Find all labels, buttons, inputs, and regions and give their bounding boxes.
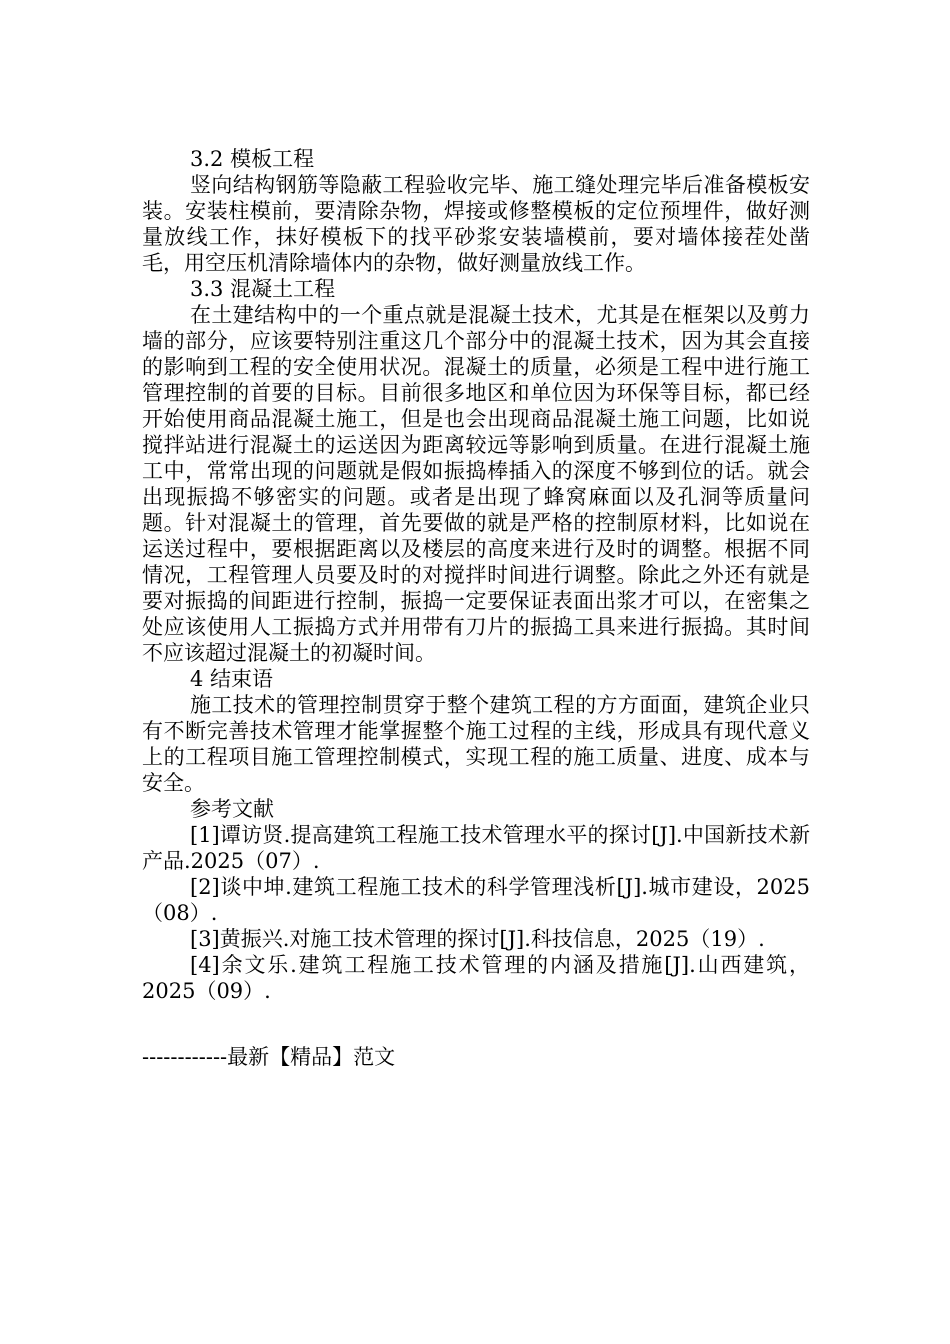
section-heading-conclusion: 4 结束语 <box>190 667 274 691</box>
references-title: 参考文献 <box>190 797 274 821</box>
reference-item: [4]余文乐.建筑工程施工技术管理的内涵及措施[J].山西建筑，2025（09）. <box>142 953 810 1003</box>
section-paragraph-formwork: 竖向结构钢筋等隐蔽工程验收完毕、施工缝处理完毕后准备模板安装。安装柱模前，要清除杂物，焊接或修整模板的定位预埋件，做好测量放线工作，抹好模板下的找平砂浆安装墙模前，要对墙体接茬处凿毛，用空压机清除墙体内的杂物，做好测量放线工作。 <box>142 173 810 275</box>
section-paragraph-concrete: 在土建结构中的一个重点就是混凝土技术，尤其是在框架以及剪力墙的部分，应该要特别注重这几个部分中的混凝土技术，因为其会直接的影响到工程的安全使用状况。混凝土的质量，必须是工程中进行施工管理控制的首要的目标。目前很多地区和单位因为环保等目标，都已经开始使用商品混凝土施工，但是也会出现商品混凝土施工问题，比如说搅拌站进行混凝土的运送因为距离较远等影响到质量。在进行混凝土施工中，常常出现的问题就是假如振捣棒插入的深度不够到位的话。就会出现振捣不够密实的问题。或者是出现了蜂窝麻面以及孔洞等质量问题。针对混凝土的管理，首先要做的就是严格的控制原材料，比如说在运送过程中，要根据距离以及楼层的高度来进行及时的调整。根据不同情况，工程管理人员要及时的对搅拌时间进行调整。除此之外还有就是要对振捣的间距进行控制，振捣一定要保证表面出浆才可以，在密集之处应该使用人工振捣方式并用带有刀片的振捣工具来进行振捣。其时间不应该超过混凝土的初凝时间。 <box>142 303 810 665</box>
section-heading-concrete: 3.3 混凝土工程 <box>190 277 336 301</box>
reference-item: [2]谈中坤.建筑工程施工技术的科学管理浅析[J].城市建设，2025（08）. <box>142 875 810 925</box>
document-body <box>142 146 810 1004</box>
page-footer: ------------最新【精品】范文 <box>142 1045 396 1069</box>
reference-item: [3]黄振兴.对施工技术管理的探讨[J].科技信息，2025（19）. <box>190 927 765 951</box>
section-paragraph-conclusion: 施工技术的管理控制贯穿于整个建筑工程的方方面面，建筑企业只有不断完善技术管理才能掌握整个施工过程的主线，形成具有现代意义上的工程项目施工管理控制模式，实现工程的施工质量、进度、成本与安全。 <box>142 693 810 795</box>
reference-item: [1]谭访贤.提高建筑工程施工技术管理水平的探讨[J].中国新技术新产品.2025（07）. <box>142 823 810 873</box>
section-heading-formwork: 3.2 模板工程 <box>190 147 315 171</box>
